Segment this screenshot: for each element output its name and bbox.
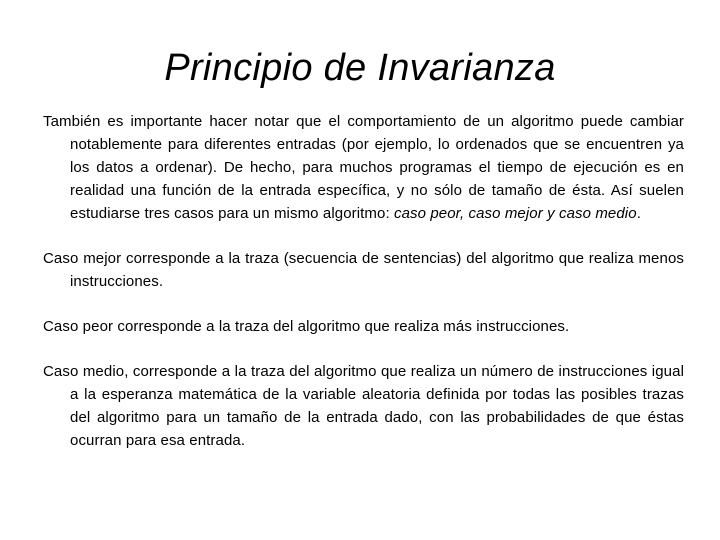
caso-medio-text: , corresponde a la traza del algoritmo que realiza un número de instrucciones igual a la esperanza matemática de la variable aleatoria definida por todas las posibles trazas del algoritmo para un tamaño de la entrada dado, con las probabilidades de que éstas ocurran para esa entrada. xyxy=(70,363,684,449)
slide-title: Principio de Invarianza xyxy=(164,47,556,89)
caso-peor-text: corresponde a la traza del algoritmo que realiza más instrucciones. xyxy=(113,318,570,335)
slide-body xyxy=(43,110,684,452)
caso-peor-term: Caso peor xyxy=(43,318,114,335)
caso-medio-term: Caso medio xyxy=(43,363,125,380)
caso-mejor-paragraph xyxy=(43,247,684,293)
caso-peor-paragraph xyxy=(43,315,684,338)
intro-text: También es importante hacer notar que el comportamiento de un algoritmo puede cambiar notablemente para diferentes entradas (por ejemplo, lo ordenados que se encuentren ya los datos a ordenar). De hecho, para muchos programas el tiempo de ejecución es en realidad una función de la entrada específica, y no sólo de tamaño de ésta. Así suelen estudiarse tres casos para un mismo algoritmo: xyxy=(43,113,684,222)
intro-paragraph xyxy=(43,110,684,225)
caso-mejor-term: Caso mejor xyxy=(43,250,122,267)
caso-mejor-text: corresponde a la traza (secuencia de sentencias) del algoritmo que realiza menos instrucciones. xyxy=(70,250,684,290)
intro-end: . xyxy=(636,205,641,222)
caso-medio-paragraph xyxy=(43,360,684,452)
intro-cases: caso peor, caso mejor y caso medio xyxy=(394,205,637,222)
